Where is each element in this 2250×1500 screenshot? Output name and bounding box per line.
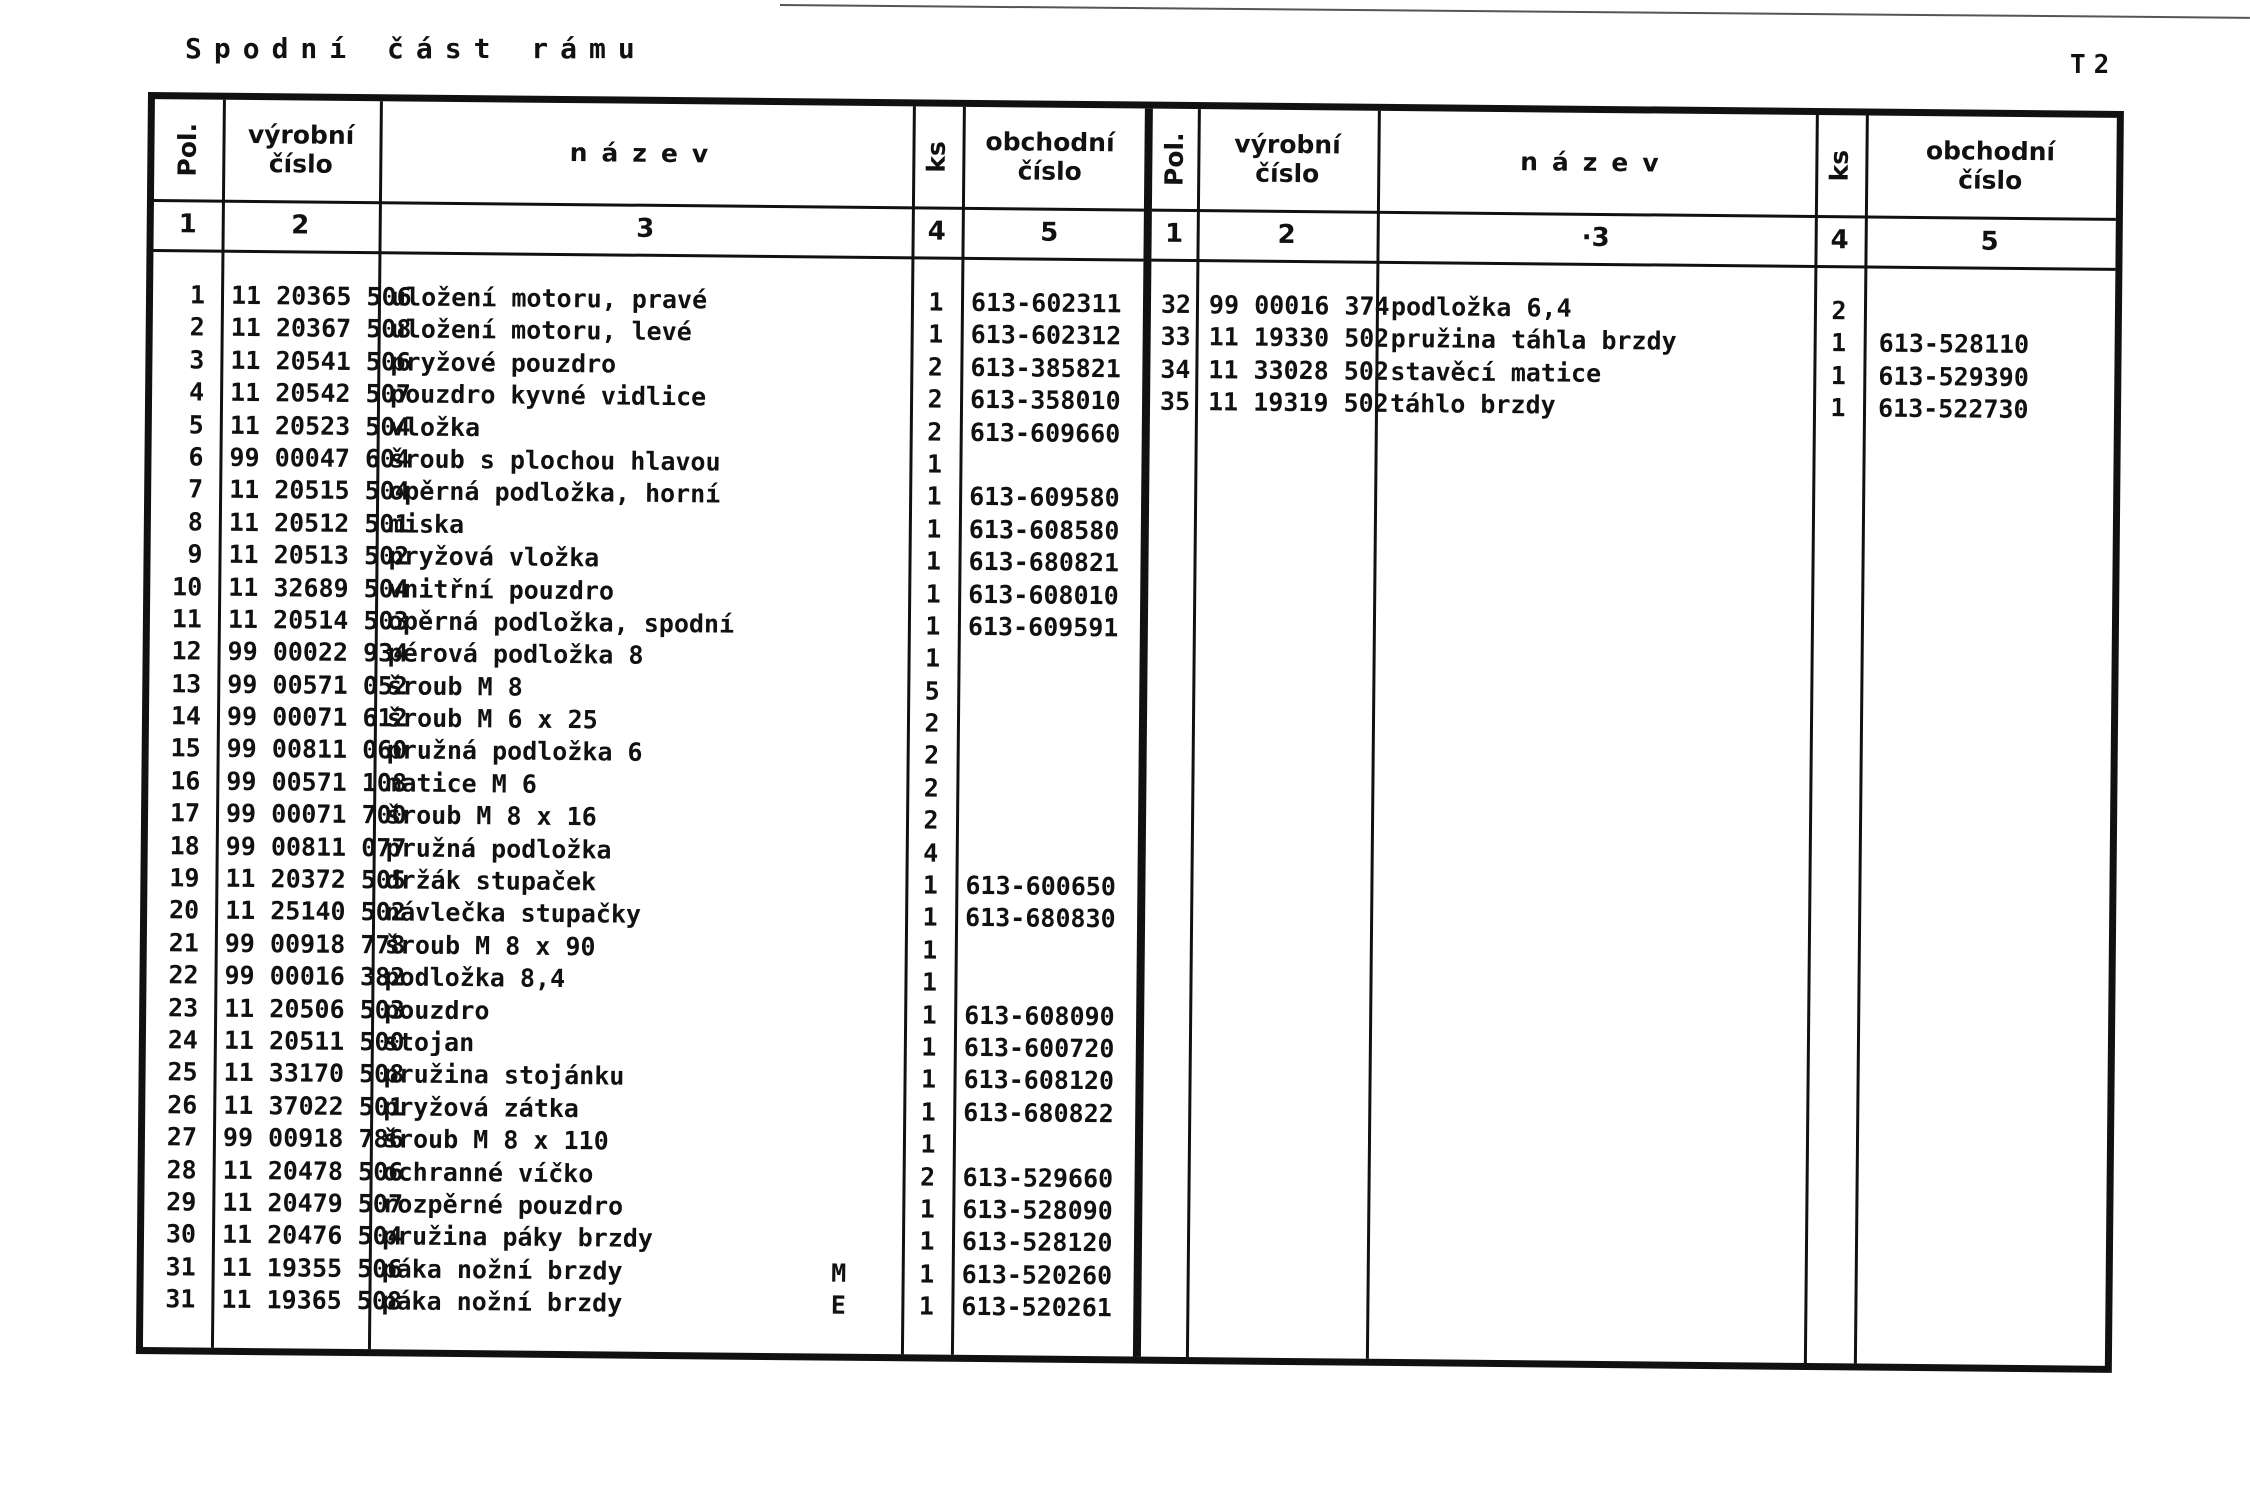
row-pos: 33 [1160,322,1191,352]
row-pos: 9 [187,539,203,569]
parts-table [136,92,2124,1373]
row-ks: 2 [923,740,940,771]
row-ks: 1 [926,449,943,479]
row-production-number: 99 00016 382 [224,960,406,992]
row-production-number: 11 37022 501 [223,1090,405,1122]
row-ks: 1 [922,902,938,933]
header-pos: Pol. [172,122,203,177]
row-ks: 2 [927,417,943,447]
row-production-number: 99 00016 374 [1208,290,1390,321]
row-pos: 28 [166,1154,197,1185]
col-number: 4 [1830,225,1849,256]
row-production-number: 11 20541 506 [230,345,412,377]
row-trade-number: 613-600720 [963,1032,1115,1064]
row-ks: 2 [1831,296,1847,326]
row-trade-number: 613-385821 [970,352,1122,384]
header-trade-number: obchodní číslo [985,127,1115,186]
row-trade-number: 613-680821 [968,547,1120,578]
row-production-number: 11 32689 504 [228,572,410,604]
row-production-number: 11 20365 506 [230,280,412,312]
row-name: pružná podložka 6 [386,735,643,768]
row-trade-number: 613-528090 [962,1194,1113,1226]
col-number: 2 [1277,219,1296,251]
row-trade-number: 613-529660 [962,1162,1114,1193]
header-trade-number: obchodní číslo [1925,136,2056,195]
row-production-number: 11 20479 507 [222,1187,404,1219]
row-trade-number: 613-520260 [961,1259,1113,1291]
row-production-number: 11 20367 508 [230,313,412,344]
row-production-number: 99 00918 778 [224,928,406,960]
row-ks: 2 [919,1162,936,1192]
row-production-number: 99 00571 108 [226,766,408,798]
row-trade-number: 613-608120 [963,1065,1115,1096]
row-name: šroub s plochou hlavou [389,444,721,477]
row-production-number: 11 20372 505 [225,863,407,895]
row-production-number: 99 00571 052 [227,669,409,701]
row-name: rozpěrné pouzdro [382,1189,624,1221]
row-ks: 1 [925,579,941,609]
row-ks: 1 [919,1259,935,1289]
row-model-variant: E [830,1290,847,1320]
row-ks: 1 [1830,360,1847,391]
row-name: táhlo brzdy [1389,389,1556,420]
row-ks: 1 [920,1064,937,1094]
row-production-number: 11 19319 502 [1207,387,1389,419]
col-number: ·3 [1581,222,1610,254]
row-production-number: 11 20514 503 [227,604,409,636]
row-ks: 2 [927,352,944,382]
row-production-number: 11 20476 504 [221,1220,403,1251]
col-number: 2 [291,210,310,241]
row-name: pružina táhla brzdy [1390,324,1677,357]
row-trade-number: 613-608580 [968,514,1120,546]
row-name: páka nožní brzdy [381,1254,623,1286]
row-model-variant: M [831,1258,847,1288]
row-name: pryžová vložka [388,541,600,573]
row-production-number: 99 00047 604 [229,442,411,474]
row-pos: 3 [189,345,205,375]
row-ks: 1 [918,1291,935,1321]
row-name: podložka 6,4 [1390,291,1572,323]
row-name: páka nožní brzdy [381,1286,623,1318]
row-ks: 1 [928,319,944,350]
row-ks: 1 [926,481,942,511]
row-production-number: 11 19365 508 [221,1284,403,1316]
col-number: 4 [927,216,946,247]
header-production-number: výrobní číslo [247,120,355,179]
row-production-number: 11 25140 502 [225,896,406,927]
row-pos: 27 [166,1122,198,1152]
row-name: uložení motoru, levé [390,314,692,347]
row-name: pérová podložka 8 [387,638,644,671]
scan-edge-line [780,4,2250,19]
row-pos: 8 [187,507,204,537]
row-pos: 22 [168,960,199,990]
row-pos: 11 [171,604,203,634]
row-ks: 1 [921,1000,937,1030]
row-trade-number: 613-529390 [1878,361,2030,392]
row-ks: 5 [924,676,940,706]
row-name: uložení motoru, pravé [390,282,708,315]
header-ks: ks [1824,149,1855,182]
row-name: pružina páky brzdy [381,1221,654,1254]
row-name: šroub M 8 [387,671,523,702]
row-name: pryžová zátka [383,1092,580,1123]
row-trade-number: 613-602311 [970,287,1122,319]
row-pos: 21 [168,928,199,958]
row-trade-number: 613-602312 [970,320,1122,351]
header-ks: ks [921,140,952,173]
row-production-number: 11 20542 507 [229,377,411,409]
row-ks: 1 [1830,328,1847,358]
row-production-number: 99 00022 934 [227,637,409,668]
row-pos: 4 [188,377,205,407]
col-number: 5 [1040,217,1059,248]
row-pos: 16 [170,766,201,796]
row-ks: 1 [924,643,941,673]
row-trade-number: 613-608010 [968,579,1119,610]
row-name: šroub M 8 x 90 [384,930,596,962]
row-production-number: 11 20511 500 [223,1025,405,1057]
row-pos: 20 [168,895,200,925]
row-production-number: 11 33170 508 [223,1058,405,1089]
header-production-number: výrobní číslo [1234,129,1341,189]
row-name: podložka 8,4 [384,962,566,994]
row-pos: 18 [169,830,200,861]
row-pos: 19 [169,863,200,893]
row-name: pouzdro [384,994,490,1025]
row-trade-number: 613-600650 [965,870,1117,902]
row-ks: 1 [919,1226,935,1256]
row-ks: 1 [925,546,942,576]
row-trade-number: 613-680822 [963,1097,1114,1129]
row-name: opěrná podložka, spodní [387,606,735,639]
row-ks: 2 [927,384,943,414]
row-pos: 24 [167,1025,199,1055]
row-name: šroub M 8 x 110 [382,1124,609,1156]
row-trade-number: 613-528110 [1878,329,2030,360]
row-name: stojan [383,1027,475,1058]
row-name: stavěcí matice [1390,356,1602,388]
row-production-number: 99 00811 060 [226,734,408,765]
row-name: ochranné víčko [382,1156,594,1188]
right-rows [1150,289,2115,428]
col-number: 5 [1980,226,1999,257]
row-name: vložka [389,411,481,442]
col-number: 1 [1164,218,1184,249]
row-name: opěrná podložka, horní [389,476,721,509]
header-pos: Pol. [1159,131,1189,186]
row-production-number: 11 19330 502 [1208,322,1390,354]
row-ks: 2 [924,708,940,738]
col-number: 1 [178,209,197,240]
row-ks: 1 [928,287,944,317]
row-name: matice M 6 [386,768,538,799]
row-production-number: 11 33028 502 [1208,354,1390,386]
row-trade-number: 613-609591 [967,611,1119,643]
row-production-number: 99 00918 786 [222,1122,404,1154]
row-production-number: 99 00071 700 [225,799,407,830]
table-left-half [143,99,1153,1357]
row-pos: 6 [188,442,204,472]
row-ks: 1 [921,1032,937,1062]
table-right-half [1141,109,2117,1366]
row-pos: 31 [165,1284,196,1314]
row-pos: 14 [170,701,202,731]
row-trade-number: 613-528120 [961,1227,1113,1258]
row-trade-number: 613-608090 [964,1000,1115,1031]
page-title: Spodní část rámu [185,32,647,65]
row-pos: 7 [187,474,204,504]
row-ks: 2 [923,773,940,803]
row-production-number: 11 20523 504 [229,410,411,442]
row-name: šroub M 6 x 25 [386,703,598,735]
row-ks: 1 [926,514,942,544]
row-pos: 29 [166,1187,197,1217]
row-name: pružná podložka [385,832,612,865]
row-pos: 10 [172,571,203,602]
row-trade-number: 613-522730 [1877,393,2029,425]
row-name: šroub M 8 x 16 [385,800,597,832]
row-name: pouzdro kyvné vidlice [389,379,707,412]
row-pos: 1 [189,280,206,310]
row-name: miska [388,509,465,539]
row-production-number: 11 20512 501 [228,507,410,539]
left-rows [143,279,1143,1325]
row-pos: 25 [167,1057,198,1087]
row-pos: 5 [188,409,204,440]
row-ks: 1 [920,1097,936,1127]
row-name: návlečka stupačky [384,897,642,930]
row-name: pružina stojánku [383,1059,625,1091]
row-pos: 15 [170,733,201,764]
row-name: držák stupaček [385,865,597,897]
row-production-number: 99 00071 612 [226,701,408,733]
row-trade-number: 613-609580 [969,482,1120,513]
row-trade-number: 613-609660 [969,417,1121,448]
row-pos: 34 [1160,354,1191,384]
row-ks: 2 [923,805,939,835]
row-pos: 23 [167,992,199,1023]
row-pos: 13 [171,668,202,699]
row-trade-number: 613-680830 [964,903,1116,934]
page-code: T2 [2070,50,2118,80]
row-name: pryžové pouzdro [390,347,617,379]
row-ks: 1 [1830,393,1846,423]
row-ks: 1 [922,870,939,900]
header-name: název [569,137,723,169]
row-ks: 1 [922,935,938,965]
row-ks: 1 [925,611,941,641]
row-ks: 1 [921,967,938,997]
row-trade-number: 613-520261 [961,1291,1113,1323]
row-ks: 1 [920,1129,936,1159]
row-pos: 12 [171,636,202,666]
row-ks: 4 [923,838,939,868]
header-name: název [1520,146,1673,178]
row-pos: 17 [169,798,201,828]
row-production-number: 11 20506 503 [224,993,405,1025]
row-pos: 26 [167,1089,198,1120]
row-pos: 32 [1160,289,1192,320]
row-production-number: 11 20513 502 [228,539,410,571]
row-trade-number: 613-358010 [969,385,1121,416]
row-pos: 31 [165,1251,196,1282]
row-ks: 1 [919,1194,935,1224]
row-production-number: 11 20478 506 [222,1155,404,1187]
row-pos: 35 [1159,386,1191,417]
row-pos: 2 [189,312,205,342]
row-production-number: 11 20515 504 [229,475,410,506]
row-production-number: 11 19355 506 [221,1252,403,1284]
row-production-number: 99 00811 077 [225,831,407,863]
col-number: 3 [636,213,655,244]
row-pos: 30 [165,1219,197,1249]
row-name: vnitřní pouzdro [388,573,615,606]
